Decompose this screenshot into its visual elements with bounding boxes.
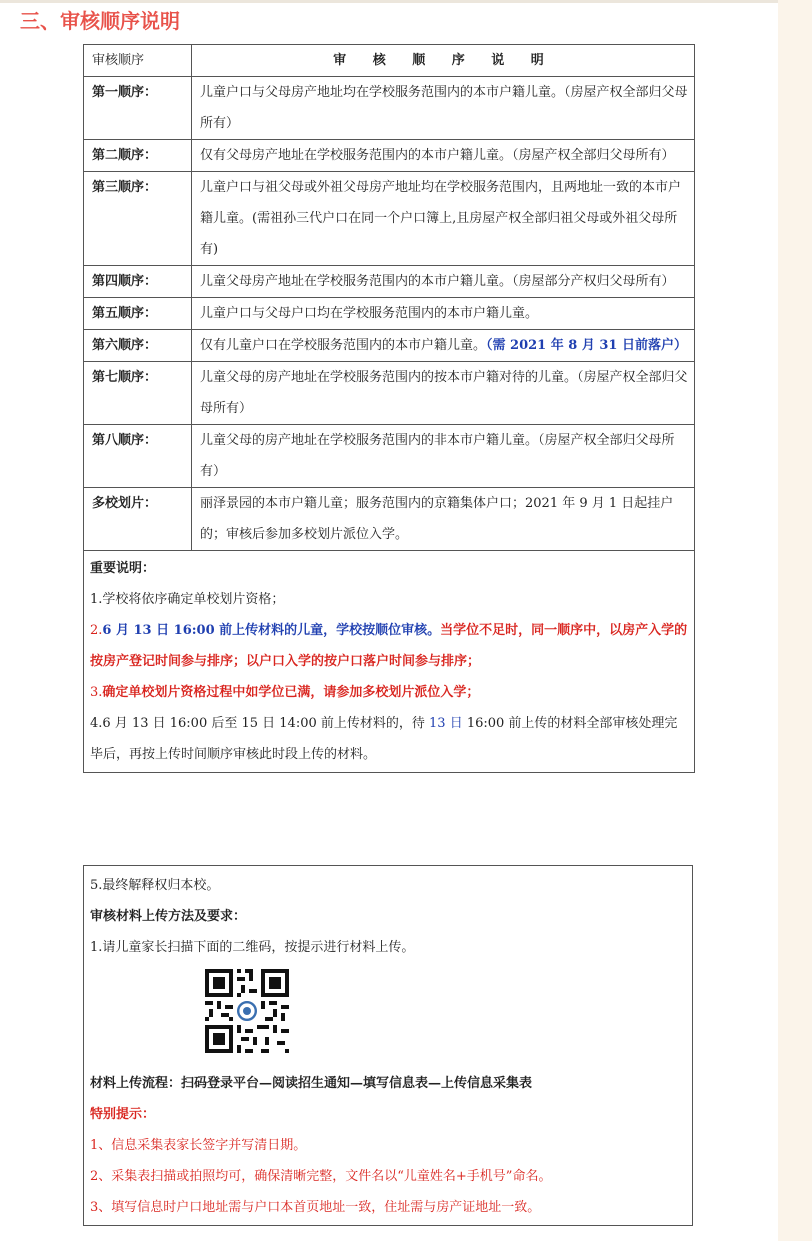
note-3 bbox=[90, 677, 688, 708]
table-row bbox=[84, 298, 695, 330]
note-4 bbox=[90, 708, 688, 770]
order-label: 第五顺序： bbox=[84, 298, 192, 330]
order-description: 儿童父母的房产地址在学校服务范围内的非本市户籍儿童。（房屋产权全部归父母所有） bbox=[192, 425, 695, 488]
qr-code-wrapper bbox=[90, 963, 686, 1068]
note-3-number: 3. bbox=[90, 685, 103, 700]
note-3-text: 确定单校划片资格过程中如学位已满，请参加多校划片派位入学； bbox=[102, 685, 480, 700]
note-2-deadline: 6 月 13 日 16:00 前上传材料的儿童，学校按顺位审核。 bbox=[102, 623, 441, 638]
note-1: 1.学校将依序确定单校划片资格； bbox=[90, 592, 285, 607]
header-order-label: 审核顺序 bbox=[84, 45, 192, 77]
order-description bbox=[192, 330, 695, 362]
note-4-text-b: 16:00 前上传的材料全部审核处理完毕后，再按上传时间顺序审核此时段上传的材料。 bbox=[90, 716, 678, 762]
special-tips-title: 特别提示： bbox=[90, 1107, 156, 1122]
table-row bbox=[84, 362, 695, 425]
table-row bbox=[84, 488, 695, 551]
note-4-date: 13 日 bbox=[429, 716, 463, 731]
order-description: 儿童户口与祖父母或外祖父母房产地址均在学校服务范围内，且两地址一致的本市户籍儿童。(需祖孙三代户口在同一个户口簿上,且房屋产权全部归祖父母或外祖父母所有) bbox=[192, 172, 695, 266]
order-label: 多校划片： bbox=[84, 488, 192, 551]
qr-code-icon[interactable] bbox=[201, 965, 293, 1057]
important-notes bbox=[84, 551, 695, 773]
note-2-number: 2. bbox=[90, 623, 103, 638]
upload-instructions-box bbox=[83, 865, 693, 1226]
table-row bbox=[84, 266, 695, 298]
table-row bbox=[84, 140, 695, 172]
header-description-title: 审 核 顺 序 说 明 bbox=[192, 45, 695, 77]
note-5: 5.最终解释权归本校。 bbox=[90, 878, 220, 893]
order-label: 第三顺序： bbox=[84, 172, 192, 266]
table-row bbox=[84, 77, 695, 140]
tip-item: 1、信息采集表家长签字并写清日期。 bbox=[90, 1138, 307, 1153]
note-2-rule: 当学位不足时，同一顺序中，以房产入学的按房产登记时间参与排序；以户口入学的按户口落户时间参与排序； bbox=[90, 623, 688, 669]
order-description-text: 仅有儿童户口在学校服务范围内的本市户籍儿童。 bbox=[200, 338, 487, 353]
order-label: 第八顺序： bbox=[84, 425, 192, 488]
right-margin-strip bbox=[778, 0, 812, 1241]
order-label: 第七顺序： bbox=[84, 362, 192, 425]
order-description: 儿童父母的房产地址在学校服务范围内的按本市户籍对待的儿童。（房屋产权全部归父母所有） bbox=[192, 362, 695, 425]
notes-row bbox=[84, 551, 695, 773]
order-label: 第六顺序： bbox=[84, 330, 192, 362]
notes-title: 重要说明： bbox=[90, 561, 156, 576]
note-4-text-a: 4.6 月 13 日 16:00 后至 15 日 14:00 前上传材料的，待 bbox=[90, 716, 430, 731]
order-label: 第一顺序： bbox=[84, 77, 192, 140]
order-description: 丽泽景园的本市户籍儿童；服务范围内的京籍集体户口；2021 年 9 月 1 日起挂户的；审核后参加多校划片派位入学。 bbox=[192, 488, 695, 551]
upload-title: 审核材料上传方法及要求： bbox=[90, 909, 247, 924]
top-divider bbox=[0, 0, 778, 3]
order-description: 儿童户口与父母户口均在学校服务范围内的本市户籍儿童。 bbox=[192, 298, 695, 330]
upload-process: 材料上传流程：扫码登录平台—阅读招生通知—填写信息表—上传信息采集表 bbox=[90, 1076, 533, 1091]
tip-item: 2、采集表扫描或拍照均可，确保清晰完整，文件名以“儿童姓名+手机号”命名。 bbox=[90, 1169, 552, 1184]
deadline-note: （需 2021 年 8 月 31 日前落户） bbox=[486, 338, 687, 353]
table-header-row bbox=[84, 45, 695, 77]
table-row bbox=[84, 330, 695, 362]
order-description: 儿童户口与父母房产地址均在学校服务范围内的本市户籍儿童。（房屋产权全部归父母所有） bbox=[192, 77, 695, 140]
order-description: 仅有父母房产地址在学校服务范围内的本市户籍儿童。（房屋产权全部归父母所有） bbox=[192, 140, 695, 172]
table-row bbox=[84, 425, 695, 488]
review-order-table bbox=[83, 44, 695, 773]
upload-step-1: 1.请儿童家长扫描下面的二维码，按提示进行材料上传。 bbox=[90, 940, 415, 955]
order-label: 第二顺序： bbox=[84, 140, 192, 172]
section-heading: 三、审核顺序说明 bbox=[20, 9, 180, 33]
note-2 bbox=[90, 615, 688, 677]
tip-item: 3、填写信息时户口地址需与户口本首页地址一致，住址需与房产证地址一致。 bbox=[90, 1200, 541, 1215]
order-description: 儿童父母房产地址在学校服务范围内的本市户籍儿童。（房屋部分产权归父母所有） bbox=[192, 266, 695, 298]
table-row bbox=[84, 172, 695, 266]
order-label: 第四顺序： bbox=[84, 266, 192, 298]
